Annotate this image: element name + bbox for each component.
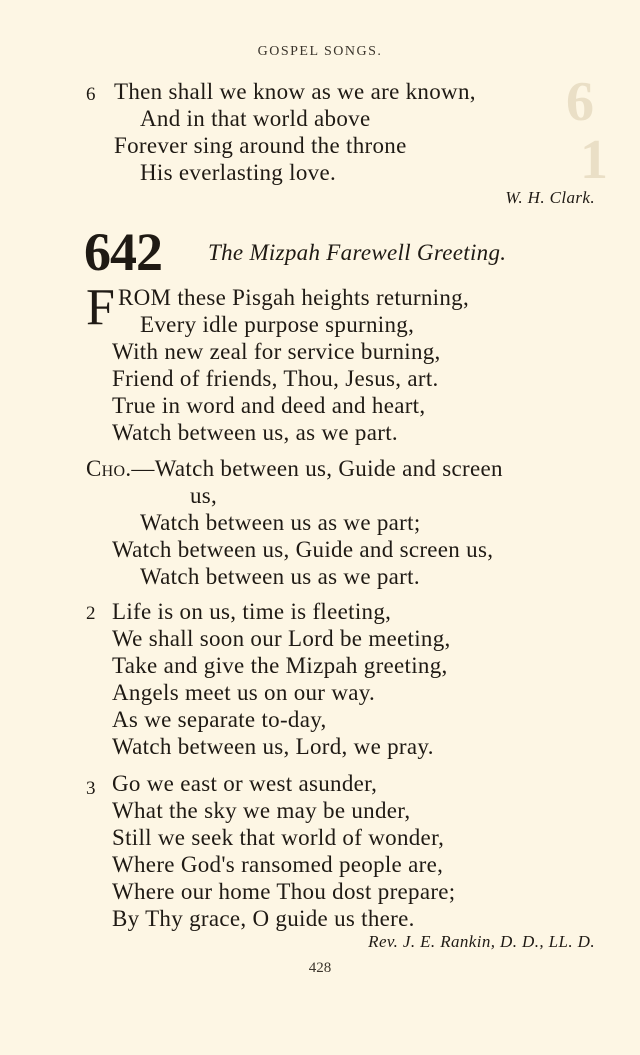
author-attribution: W. H. Clark. (505, 188, 595, 207)
author-attribution: Rev. J. E. Rankin, D. D., LL. D. (368, 932, 595, 951)
verse-line: True in word and deed and heart, (112, 393, 426, 418)
verse-line: Still we seek that world of wonder, (112, 825, 445, 850)
verse-line: Take and give the Mizpah greeting, (112, 653, 448, 678)
page-number: 428 (308, 960, 332, 976)
verse-line: Where our home Thou dost prepare; (112, 879, 456, 904)
chorus-line: Watch between us, Guide and screen us, (112, 537, 494, 562)
verse-line: Forever sing around the throne (114, 133, 407, 158)
chorus-first-line (86, 455, 503, 482)
drop-cap: F (86, 279, 115, 336)
verse-line: ROM these Pisgah heights returning, (118, 285, 469, 310)
verse-line: Where God's ransomed people are, (112, 852, 444, 877)
verse-number: 2 (86, 603, 96, 624)
verse-line: Every idle purpose spurning, (140, 312, 415, 337)
chorus-line: Watch between us as we part; (140, 510, 421, 535)
verse-line: His everlasting love. (140, 160, 337, 185)
hymn-number: 642 (84, 222, 162, 282)
verse-line: Then shall we know as we are known, (114, 79, 476, 104)
verse-line: Life is on us, time is fleeting, (112, 599, 392, 624)
verse-line: As we separate to-day, (112, 707, 327, 732)
show-through-mark: 6 (566, 71, 594, 133)
verse-number: 3 (86, 778, 96, 799)
running-head: GOSPEL SONGS. (257, 44, 383, 59)
chorus-line: Watch between us as we part. (140, 564, 420, 589)
verse-number: 6 (86, 84, 96, 105)
verse-line: Watch between us, Lord, we pray. (112, 734, 434, 759)
hymn-title: The Mizpah Farewell Greeting. (208, 240, 507, 265)
verse-line: And in that world above (140, 106, 371, 131)
verse-line: Watch between us, as we part. (112, 420, 398, 445)
verse-line: Friend of friends, Thou, Jesus, art. (112, 366, 439, 391)
chorus-label: Cho. (86, 456, 132, 481)
chorus-line: us, (190, 483, 218, 508)
verse-line: We shall soon our Lord be meeting, (112, 626, 451, 651)
show-through-mark: 1 (580, 129, 608, 191)
verse-line: By Thy grace, O guide us there. (112, 906, 415, 931)
verse-line: Angels meet us on our way. (112, 680, 376, 705)
verse-line: With new zeal for service burning, (112, 339, 441, 364)
chorus-line: —Watch between us, Guide and screen (131, 456, 503, 481)
verse-line: Go we east or west asunder, (112, 771, 378, 796)
verse-line: What the sky we may be under, (112, 798, 411, 823)
